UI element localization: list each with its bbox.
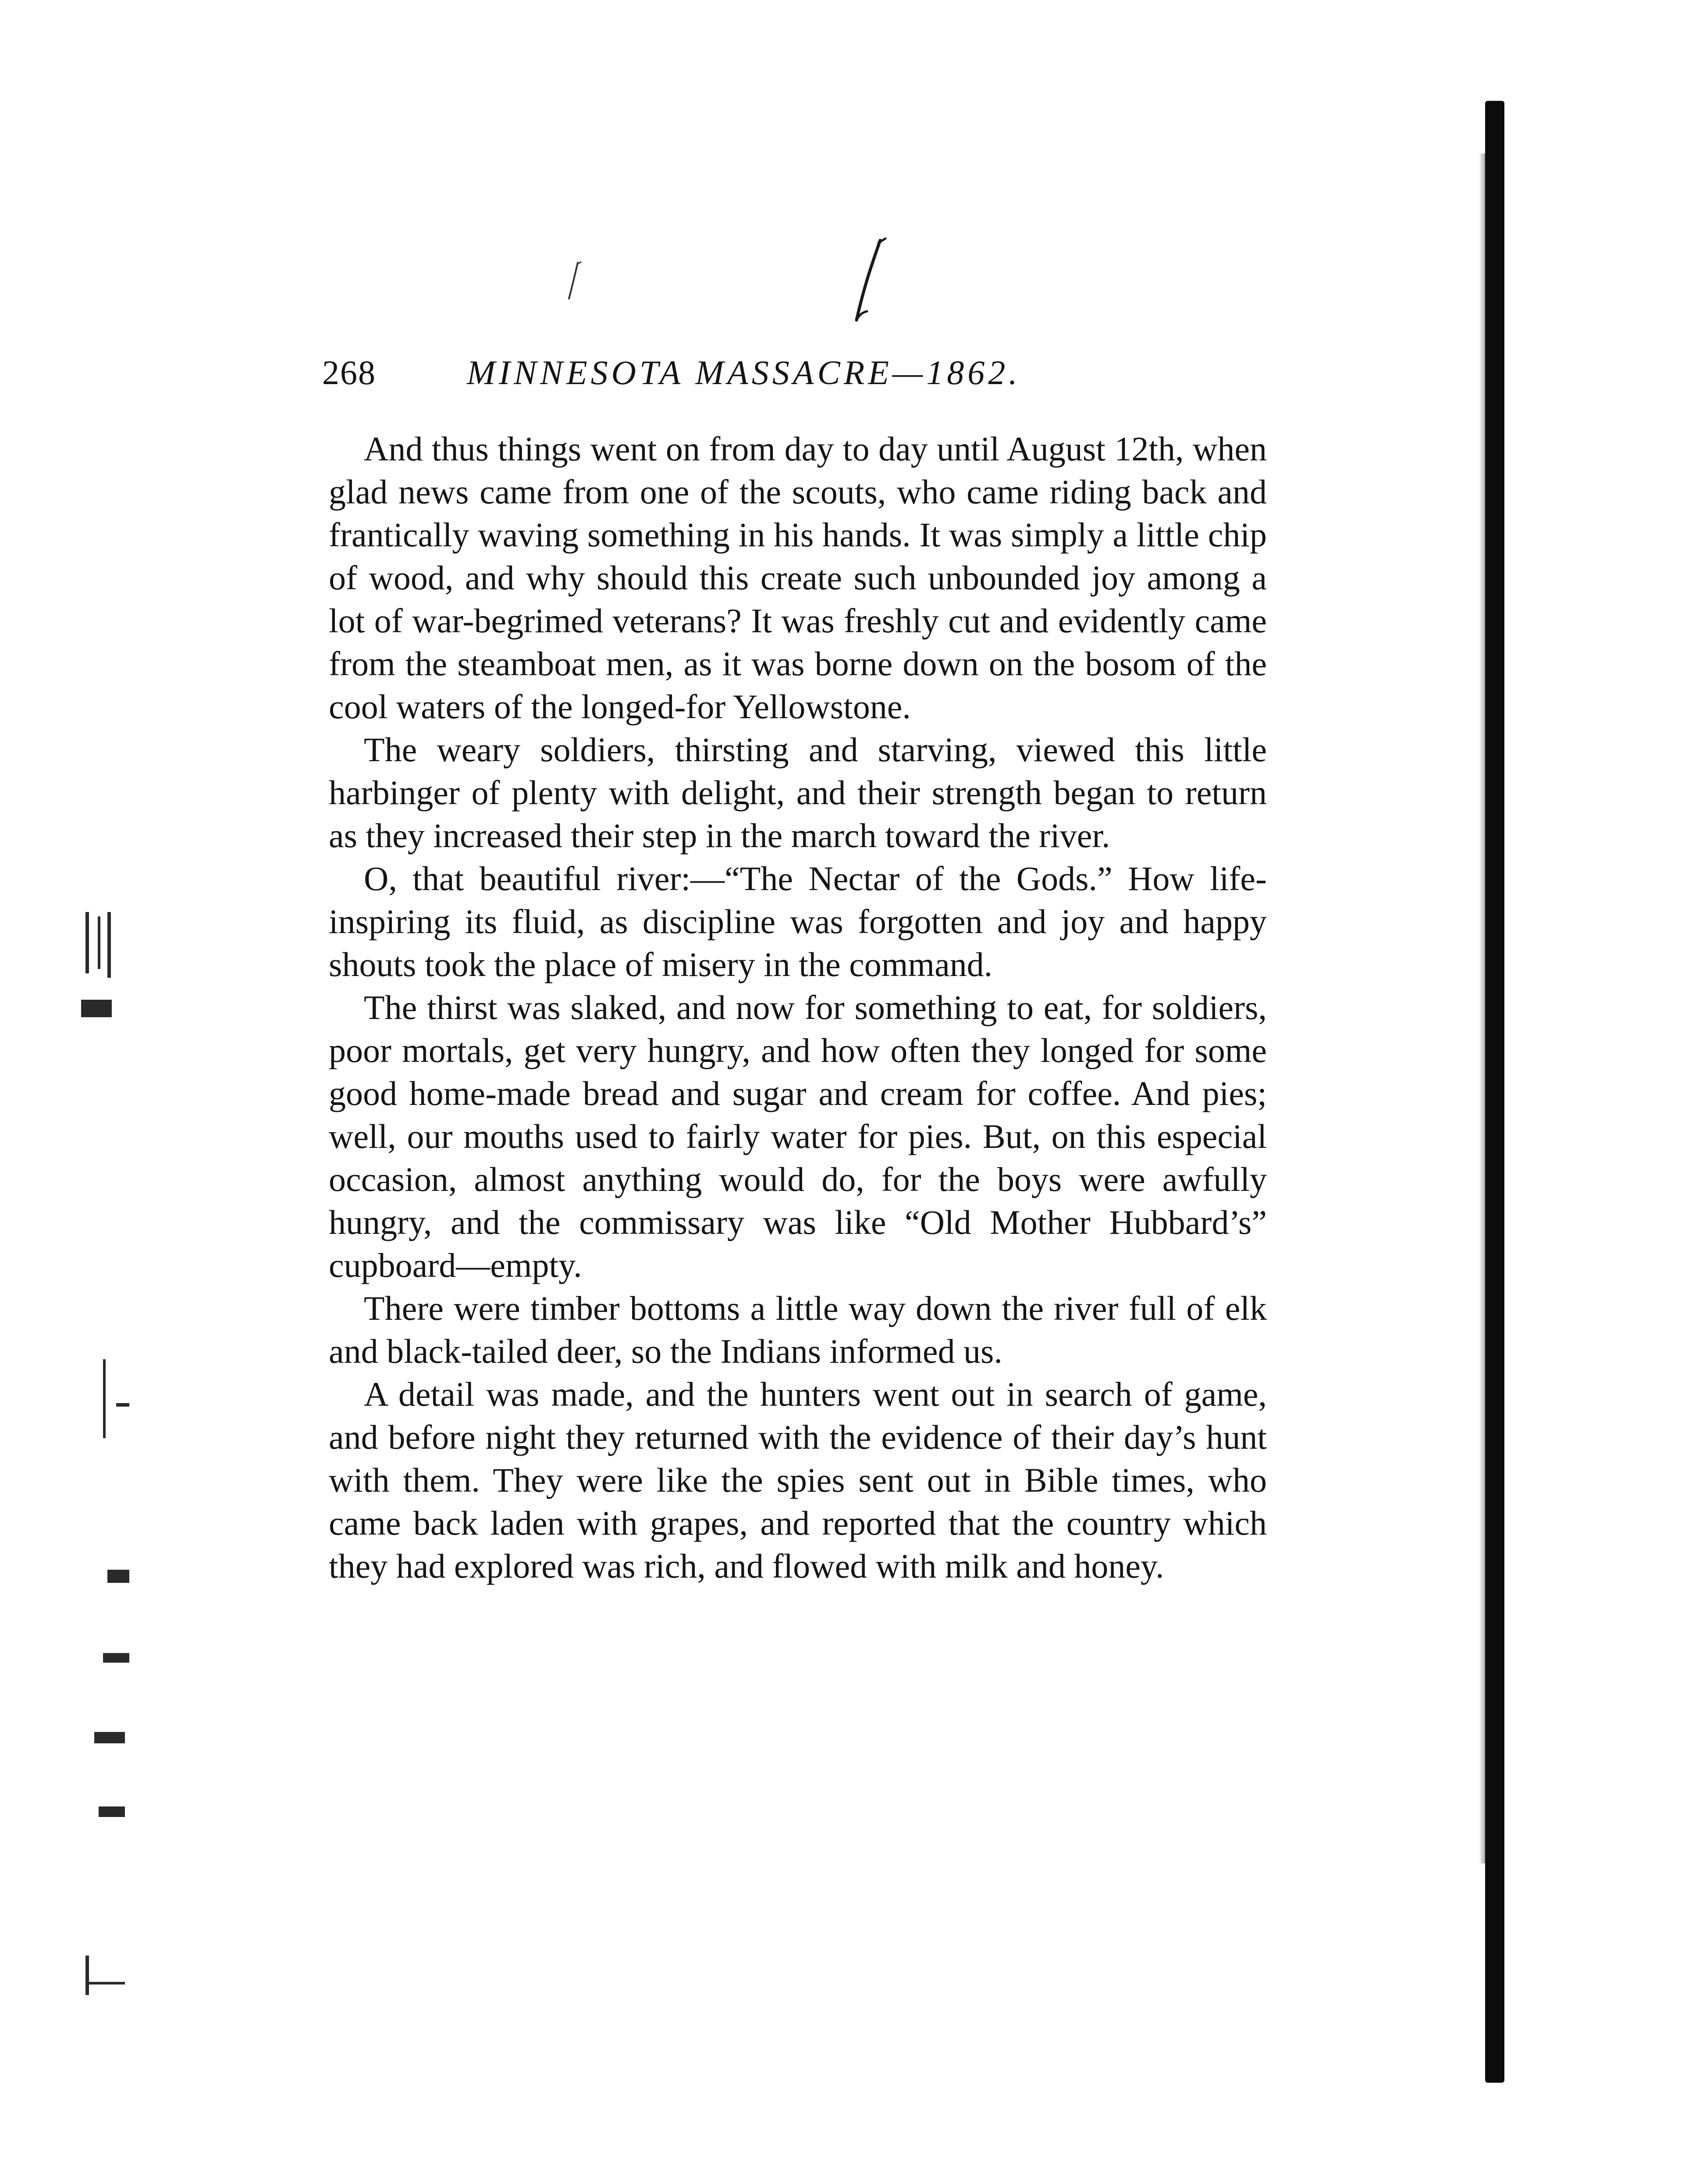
pencil-tick-mark	[565, 261, 583, 300]
scan-margin-artifacts	[77, 912, 129, 2008]
paragraph-6: A detail was made, and the hunters went out in search of game, and before night they returned with the evidence of their day’s hunt with them. They were like the spies sent out in Bible times, who came back laden with grapes, and reported that the country which they had explored was rich, and flowed with milk and honey.	[329, 1375, 1267, 1585]
binding-shadow	[1485, 101, 1504, 2083]
paragraph-5: There were timber bottoms a little way down the river full of elk and black-tailed deer, so the Indians informed us.	[329, 1289, 1267, 1370]
running-title: MINNESOTA MASSACRE—1862.	[467, 353, 1021, 392]
pencil-check-mark	[842, 237, 894, 324]
page-number: 268	[322, 353, 376, 392]
paragraph-2: The weary soldiers, thirsting and starving, viewed this little harbinger of plenty with delight, and their strength began to return as they increased their step in the march toward the river.	[329, 730, 1267, 855]
running-header	[322, 351, 1287, 395]
paragraph-1: And thus things went on from day to day until August 12th, when glad news came from one of the scouts, who came riding back and frantically waving something in his hands. It was simply a little chip of wood, and why should this create such unbounded joy among a lot of war-begrimed veterans? It was freshly cut and evidently came from the steamboat men, as it was borne down on the bosom of the cool waters of the longed-for Yellowstone.	[329, 430, 1267, 726]
body-text	[329, 428, 1267, 1588]
paragraph-4: The thirst was slaked, and now for something to eat, for soldiers, poor mortals, get very hungry, and how often they longed for some good home-made bread and sugar and cream for coffee. And pies; well, our mouths used to fairly water for pies. But, on this especial occasion, almost anything would do, for the boys were awfully hungry, and the commissary was like “Old Mother Hubbard’s” cupboard—empty.	[329, 988, 1267, 1284]
paragraph-3: O, that beautiful river:—“The Nectar of the Gods.” How life-inspiring its fluid, as discipline was forgotten and joy and happy shouts took the place of misery in the command.	[329, 859, 1267, 983]
